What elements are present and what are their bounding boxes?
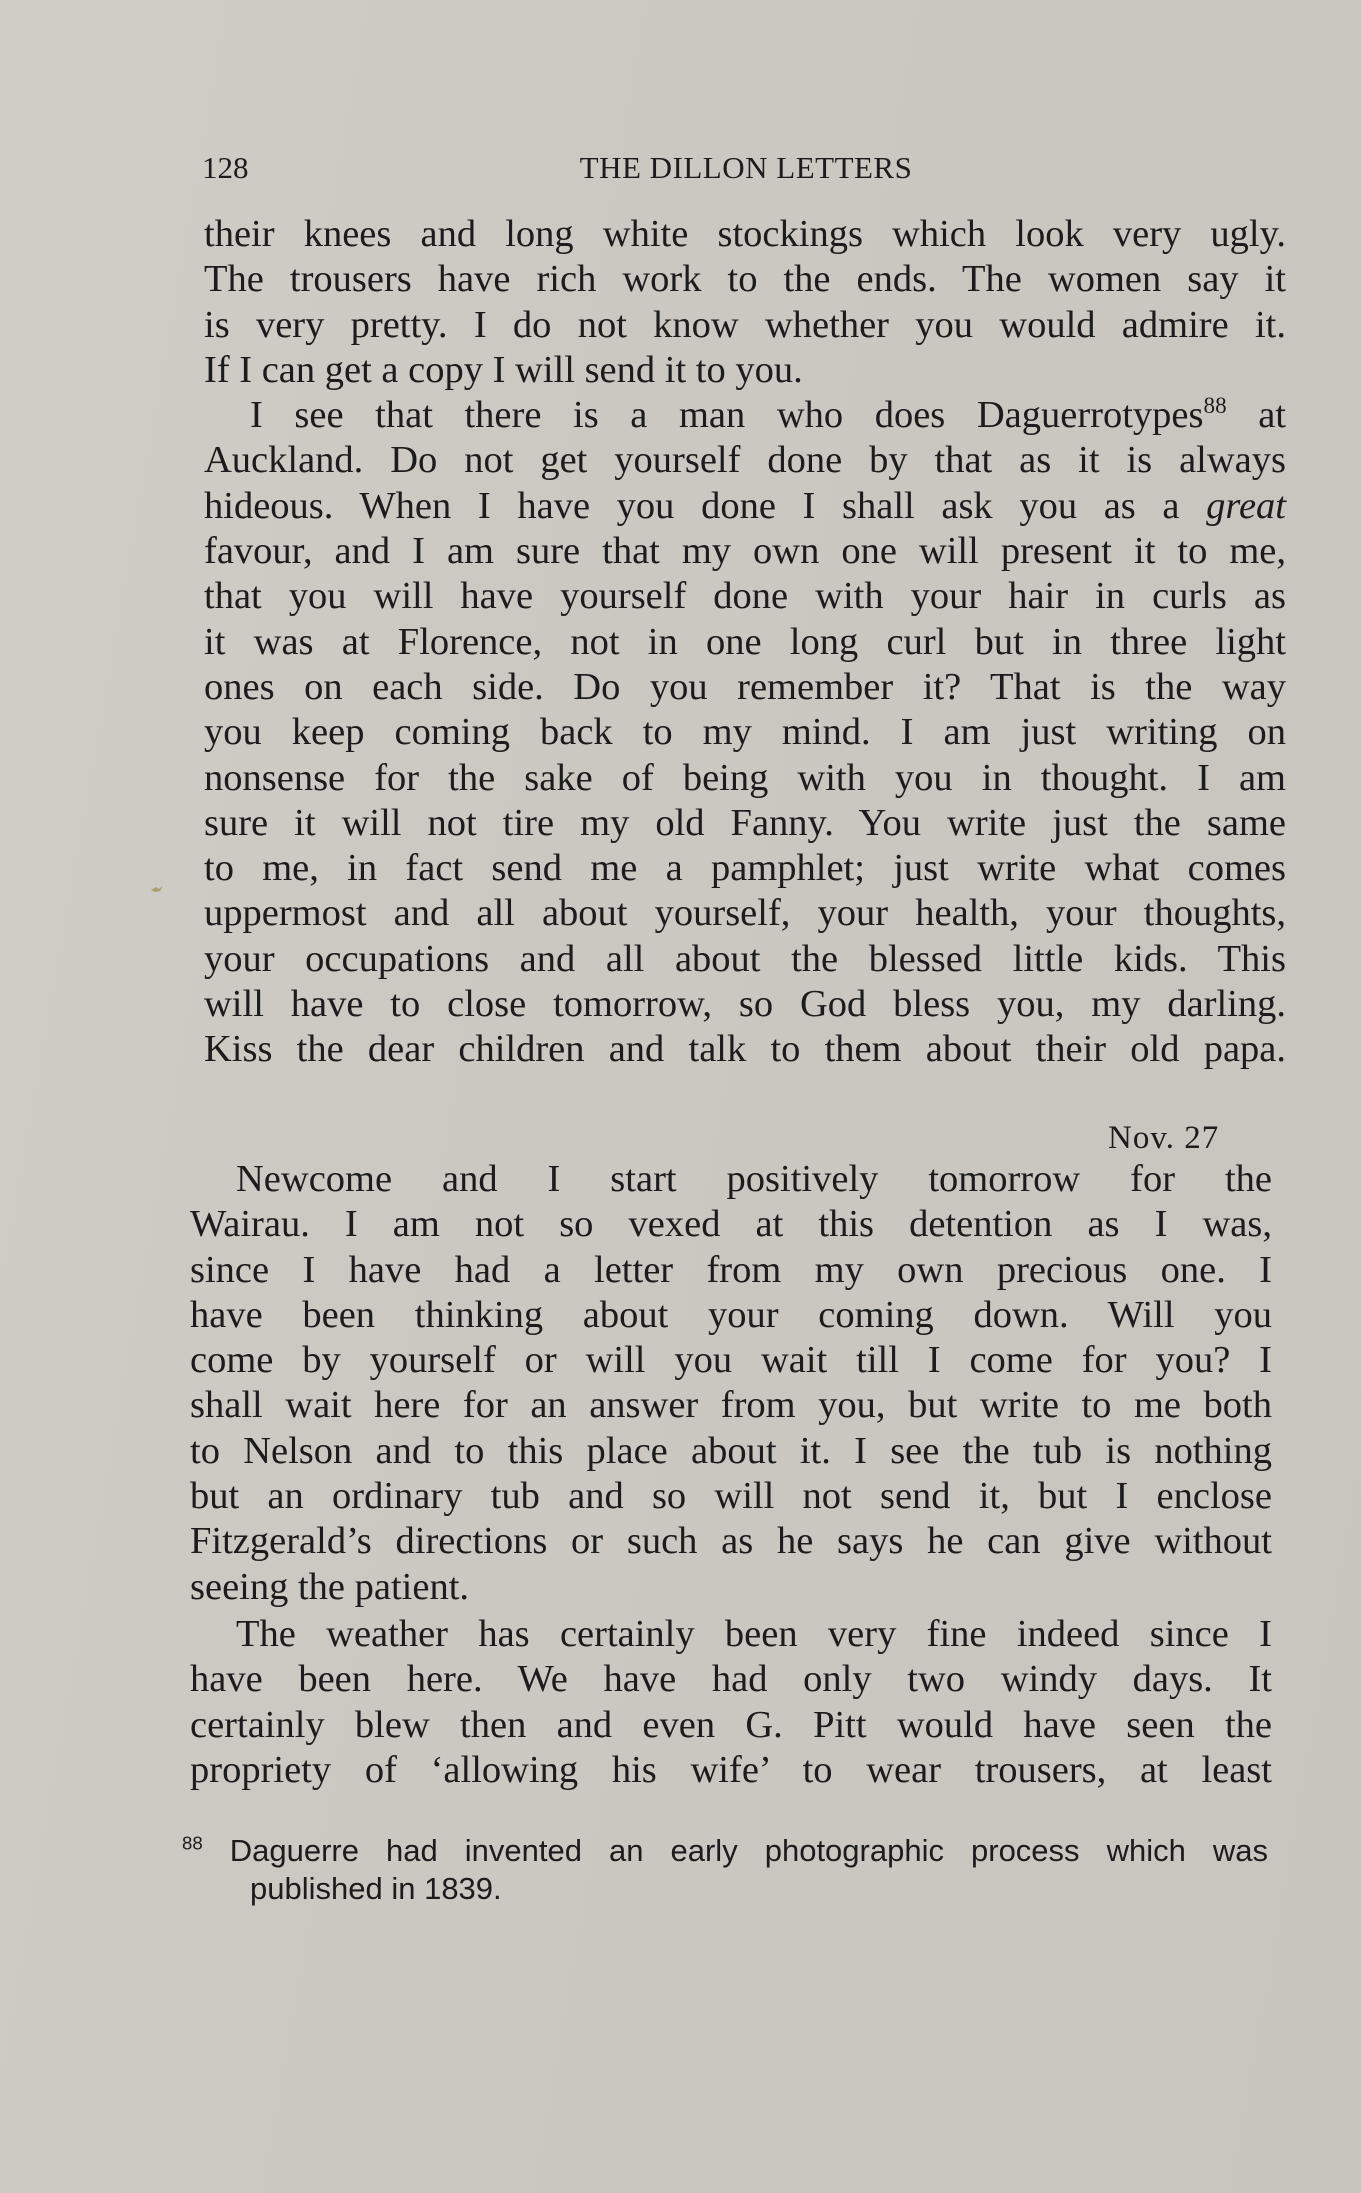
paragraph-2	[204, 393, 1286, 1072]
footnote	[182, 1832, 1268, 1908]
text-line: uppermost and all about yourself, your health, your thoughts,	[204, 892, 1286, 935]
text-span: hideous. When I have you done I shall ask you as a	[204, 484, 1207, 527]
text-line: you keep coming back to my mind. I am just writing on	[204, 711, 1286, 754]
text-line: will have to close tomorrow, so God bless you, my darling.	[204, 983, 1286, 1026]
paper-speck-mark	[150, 884, 164, 894]
running-head	[202, 150, 1290, 194]
letter-text-block-1	[204, 212, 1286, 1073]
footnote-reference: 88	[1203, 392, 1227, 419]
page-number: 128	[202, 150, 249, 185]
text-line: to me, in fact send me a pamphlet; just write what comes	[204, 847, 1286, 890]
text-line: shall wait here for an answer from you, but write to me both	[190, 1384, 1272, 1427]
footnote-text: Daguerre had invented an early photographic process which was	[202, 1833, 1268, 1868]
text-line: Auckland. Do not get yourself done by that as it is always	[204, 439, 1286, 482]
text-line: is very pretty. I do not know whether you would admire it.	[204, 303, 1286, 346]
text-line: to Nelson and to this place about it. I see the tub is nothing	[190, 1429, 1272, 1472]
text-line: The trousers have rich work to the ends. The women say it	[204, 258, 1286, 301]
text-line: your occupations and all about the blessed little kids. This	[204, 937, 1286, 980]
text-line: have been thinking about your coming down. Will you	[190, 1293, 1272, 1336]
text-line	[204, 393, 1286, 438]
running-title: THE DILLON LETTERS	[579, 150, 913, 185]
text-line	[204, 484, 1286, 529]
text-line: propriety of ‘allowing his wife’ to wear trousers, at least	[190, 1748, 1272, 1791]
text-span: I see that there is a man who does Daguerrotypes	[250, 394, 1204, 437]
text-line: but an ordinary tub and so will not send it, but I enclose	[190, 1475, 1272, 1518]
text-line: ones on each side. Do you remember it? That is the way	[204, 665, 1286, 708]
text-line: certainly blew then and even G. Pitt would have seen the	[190, 1703, 1272, 1746]
text-line: come by yourself or will you wait till I come for you? I	[190, 1339, 1272, 1382]
text-line: their knees and long white stockings which look very ugly.	[204, 213, 1286, 255]
emphasis-word: great	[1206, 484, 1286, 527]
text-line: it was at Florence, not in one long curl but in three light	[204, 620, 1286, 663]
paragraph-1	[204, 212, 1286, 393]
text-line: Fitzgerald’s directions or such as he says he can give without	[190, 1520, 1272, 1563]
text-line: The weather has certainly been very fine indeed since I	[236, 1612, 1272, 1655]
footnote-line: published in 1839.	[250, 1871, 502, 1906]
paragraph-3	[190, 1157, 1272, 1610]
text-line: seeing the patient.	[190, 1565, 470, 1608]
letter-date: Nov. 27	[1108, 1120, 1220, 1156]
text-line: have been here. We have had only two windy days. It	[190, 1658, 1272, 1701]
text-line: Kiss the dear children and talk to them about their old papa.	[204, 1028, 1286, 1071]
text-line: nonsense for the sake of being with you in thought. I am	[204, 756, 1286, 799]
text-line: favour, and I am sure that my own one will present it to me,	[204, 530, 1286, 573]
text-line: If I can get a copy I will send it to you.	[204, 348, 803, 391]
text-line: since I have had a letter from my own precious one. I	[190, 1248, 1272, 1291]
text-line: that you will have yourself done with your hair in curls as	[204, 575, 1286, 618]
text-line: Wairau. I am not so vexed at this detention as I was,	[190, 1203, 1272, 1246]
footnote-marker: 88	[182, 1832, 203, 1854]
text-span: at	[1226, 394, 1286, 437]
paragraph-4	[190, 1612, 1272, 1793]
text-line: Newcome and I start positively tomorrow for the	[236, 1158, 1272, 1200]
footnote-line	[182, 1832, 1268, 1870]
text-line: sure it will not tire my old Fanny. You write just the same	[204, 801, 1286, 844]
letter-text-block-2	[190, 1157, 1272, 1793]
